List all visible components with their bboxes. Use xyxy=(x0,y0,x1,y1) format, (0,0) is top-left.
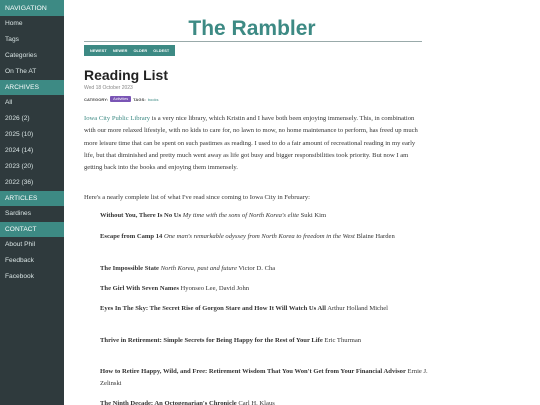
intro-paragraph xyxy=(84,113,422,174)
book-title: Escape from Camp 14 xyxy=(100,233,163,240)
sidebar-item-sardines[interactable]: Sardines xyxy=(5,210,32,217)
list-item xyxy=(100,335,430,347)
book-author: Hyonseo Lee, David John xyxy=(180,285,250,292)
category-badge[interactable]: Activities xyxy=(110,96,131,102)
book-title: Without You, There Is No Us xyxy=(100,212,182,219)
book-subtitle: My time with the sons of North Korea's elite xyxy=(182,212,299,219)
sidebar-item-archive-2026[interactable]: 2026 (2) xyxy=(5,115,30,122)
list-item xyxy=(100,210,430,222)
sidebar-item-archive-2023[interactable]: 2023 (20) xyxy=(5,163,34,170)
nav-oldest-link[interactable]: OLDEST xyxy=(153,48,170,53)
book-author: Victor D. Cha xyxy=(238,265,276,272)
sidebar-item-on-the-at[interactable]: On The AT xyxy=(5,68,37,75)
tags-label: TAGS: xyxy=(133,96,146,102)
post-date: Wed 18 October 2023 xyxy=(84,85,133,91)
list-item xyxy=(100,231,430,243)
category-label: CATEGORY: xyxy=(84,96,109,102)
library-link[interactable]: Iowa City Public Library xyxy=(84,115,151,122)
post-title: Reading List xyxy=(84,67,169,83)
nav-older-link[interactable]: OLDER xyxy=(133,48,148,53)
sidebar-item-categories[interactable]: Categories xyxy=(5,52,37,59)
book-title: Eyes In The Sky: The Secret Rise of Gorgon Stare and How It Will Watch Us All xyxy=(100,305,326,312)
book-title: The Ninth Decade: An Octogenarian's Chronicle xyxy=(100,400,237,405)
book-subtitle: North Korea, past and future xyxy=(160,265,237,272)
main-content xyxy=(64,0,540,405)
post-meta xyxy=(84,96,159,102)
book-subtitle: One man's remarkable odyssey from North Korea to freedom in the West xyxy=(164,233,355,240)
tag-link-books[interactable]: books xyxy=(147,96,159,102)
navigation-heading: NAVIGATION xyxy=(0,0,64,16)
book-title: The Girl With Seven Names xyxy=(100,285,179,292)
nav-newer-link[interactable]: NEWER xyxy=(112,48,128,53)
sidebar-item-archive-2025[interactable]: 2025 (10) xyxy=(5,131,34,138)
book-title: Thrive in Retirement: Simple Secrets for Being Happy for the Rest of Your Life xyxy=(100,337,323,344)
sidebar-item-feedback[interactable]: Feedback xyxy=(5,257,34,264)
contact-heading: CONTACT xyxy=(0,222,64,237)
book-author: Eric Thurman xyxy=(324,337,362,344)
list-item xyxy=(100,283,430,295)
sidebar xyxy=(0,0,64,405)
sidebar-item-facebook[interactable]: Facebook xyxy=(5,273,34,280)
book-title: The Impossible State xyxy=(100,265,159,272)
title-divider xyxy=(84,41,422,42)
book-author: Blaine Harden xyxy=(356,233,395,240)
book-title: How to Retire Happy, Wild, and Free: Retirement Wisdom That You Won't Get from Your Financial Advisor xyxy=(100,368,406,375)
archives-heading: ARCHIVES xyxy=(0,80,64,95)
post-nav-bar xyxy=(84,45,175,56)
articles-heading: ARTICLES xyxy=(0,191,64,206)
list-item xyxy=(100,366,430,390)
list-item xyxy=(100,303,430,315)
sidebar-item-archive-2024[interactable]: 2024 (14) xyxy=(5,147,34,154)
intro-text: is a very nice library, which Kristin and I have both been enjoying immensely. This, in combination with our more relaxed lifestyle, with no kids to care for, no lawn to mow, no home maintenance to perform, has freed up much more leisure time that can be spent on such pastimes as reading. I used to do a fair amount of recreational reading in my early life, but that diminished and pretty much went away as life got busy and bigger responsibilities took priority. But now I am getting back into the books and enjoying them immensely. xyxy=(84,115,418,172)
book-author: Carl H. Klaus xyxy=(238,400,275,405)
book-author: Suki Kim xyxy=(300,212,327,219)
book-author: Ernie J. Zelinski xyxy=(100,368,428,387)
sidebar-item-home[interactable]: Home xyxy=(5,20,23,27)
sidebar-item-tags[interactable]: Tags xyxy=(5,36,19,43)
sidebar-item-archive-all[interactable]: All xyxy=(5,99,13,106)
list-item xyxy=(100,398,430,405)
sidebar-item-about-phil[interactable]: About Phil xyxy=(5,241,36,248)
sidebar-item-archive-2022[interactable]: 2022 (36) xyxy=(5,179,34,186)
nav-newest-link[interactable]: NEWEST xyxy=(90,48,107,53)
book-author: Arthur Holland Michel xyxy=(327,305,389,312)
list-item xyxy=(100,263,430,275)
site-title[interactable]: The Rambler xyxy=(188,17,316,40)
list-intro-paragraph: Here's a nearly complete list of what I've read since coming to Iowa City in February: xyxy=(84,194,310,201)
